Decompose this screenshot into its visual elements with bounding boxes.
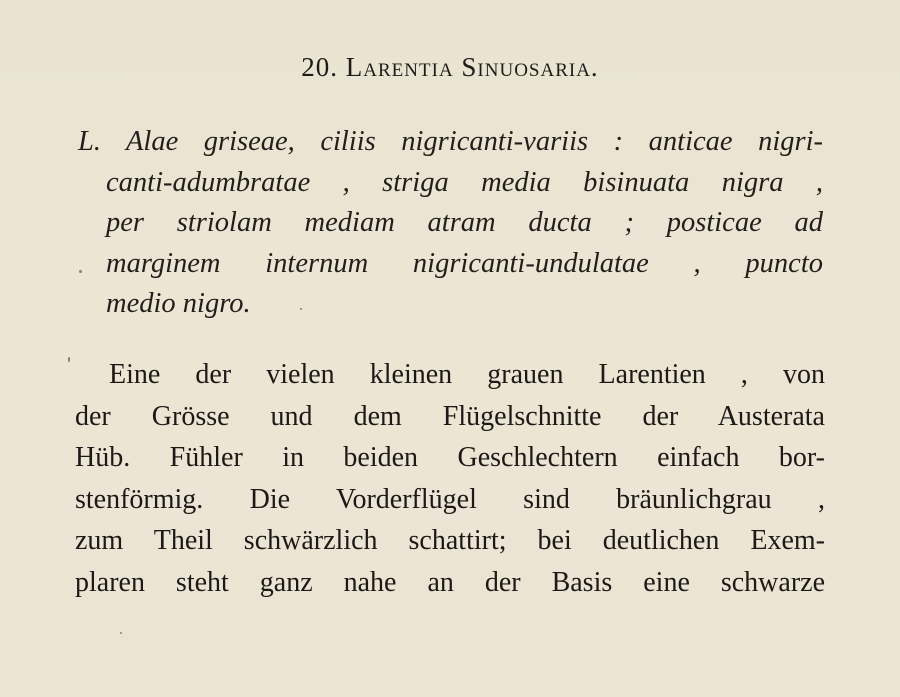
latin-line: medio nigro. (106, 288, 251, 319)
german-line: Hüb. Fühler in beiden Geschlechtern einfach bor- (75, 442, 825, 473)
latin-line: canti-adumbratae , striga media bisinuata nigra , (106, 166, 823, 198)
german-line: plaren steht ganz nahe an der Basis eine schwarze (75, 566, 825, 598)
paper-speck (68, 357, 70, 362)
latin-diagnosis (78, 122, 823, 325)
german-line: Eine der vielen kleinen grauen Larentien , von (109, 359, 825, 390)
paper-speck (120, 632, 122, 634)
latin-line: per striolam mediam atram ducta ; posticae ad (106, 207, 823, 238)
species-heading: 20. Larentia Sinuosaria. (301, 52, 599, 82)
german-line: stenförmig. Die Vorderflügel sind bräunlichgrau , (75, 483, 825, 515)
paper-speck (79, 270, 82, 273)
german-line: der Grösse und dem Flügelschnitte der Austerata (75, 400, 825, 432)
german-line: zum Theil schwärzlich schattirt; bei deutlichen Exem- (75, 525, 825, 556)
latin-line: L. Alae griseae, ciliis nigricanti-variis : anticae nigri- (78, 126, 823, 157)
paper-speck (300, 308, 302, 310)
latin-line: marginem internum nigricanti-undulatae , puncto (106, 247, 823, 279)
german-description (75, 354, 825, 603)
